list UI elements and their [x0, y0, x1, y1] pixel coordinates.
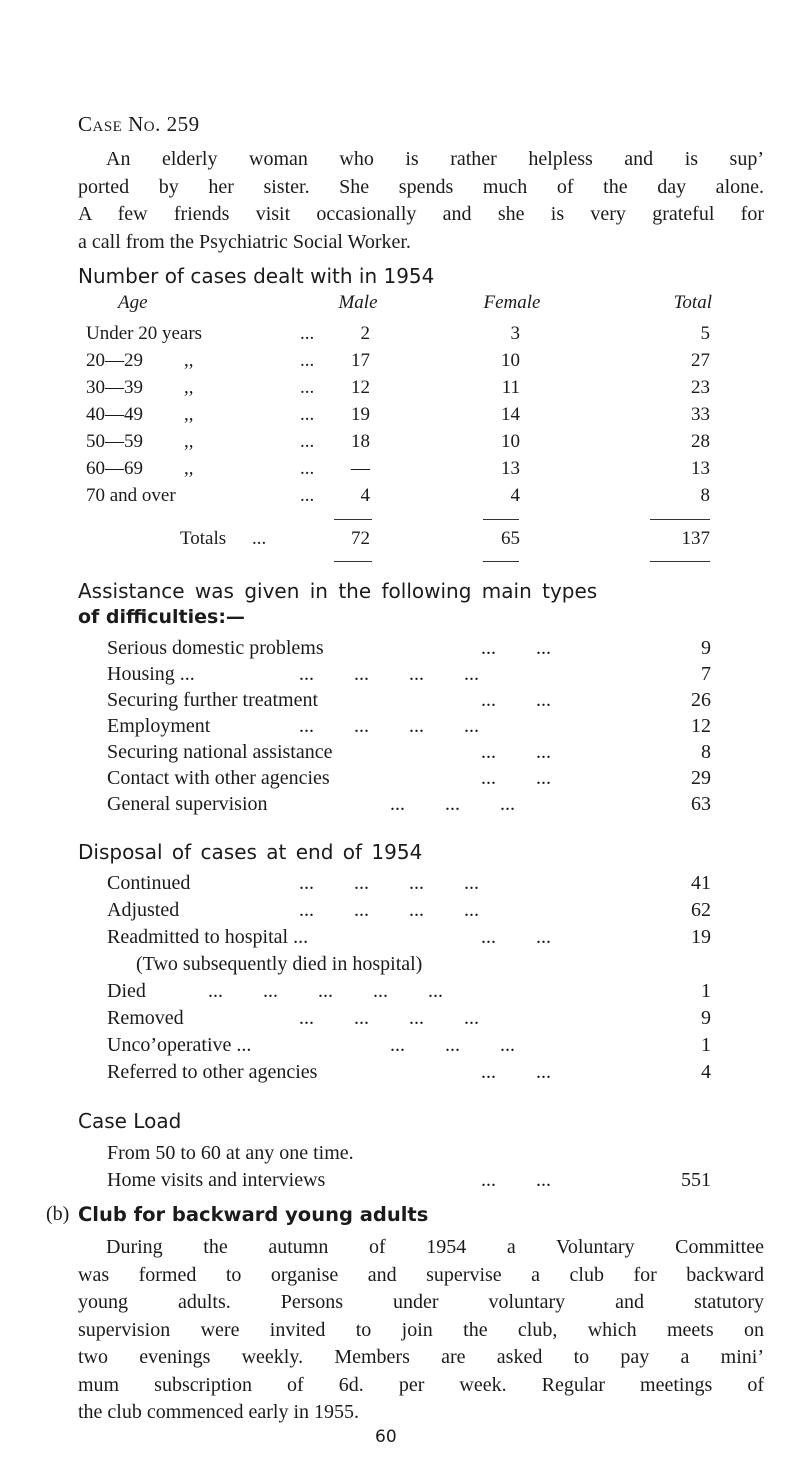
row-male: 18 [351, 431, 370, 452]
row-female: 14 [501, 404, 520, 425]
leader-dots: ... ... [481, 1169, 551, 1191]
disposal-item-label: Readmitted to hospital ... [107, 926, 309, 948]
club-line: two evenings weekly. Members are asked to pay a mini’ [78, 1346, 764, 1368]
row-ditto: ,, [184, 377, 194, 398]
case-load-heading: Case Load [78, 1109, 182, 1133]
case-load-range: From 50 to 60 at any one time. [107, 1142, 354, 1164]
totals-male: 72 [351, 528, 370, 549]
intro-paragraph [78, 146, 764, 256]
leader-dots: ... ... [481, 689, 551, 711]
leader-dots: ... ... [481, 741, 551, 763]
assistance-item-value: 26 [691, 689, 711, 711]
assistance-item-label: Securing further treatment [107, 689, 319, 711]
section-marker: (b) [46, 1203, 70, 1225]
row-female: 11 [501, 377, 520, 398]
assistance-item-label: General supervision [107, 793, 268, 815]
totals-female: 65 [501, 528, 520, 549]
row-leader-dots: ... [300, 404, 315, 425]
leader-dots: ... ... ... ... [299, 663, 479, 685]
disposal-item-value: 1 [701, 1034, 711, 1056]
totals-label: Totals [180, 528, 227, 549]
row-female: 4 [510, 485, 520, 506]
row-age: 70 and over [86, 485, 176, 506]
row-total: 28 [691, 431, 710, 452]
disposal-item-value: 1 [701, 980, 711, 1002]
assistance-item-value: 63 [691, 793, 711, 815]
row-age: 20—29 [86, 350, 143, 371]
row-leader-dots: ... [300, 350, 315, 371]
row-leader-dots: ... [300, 377, 315, 398]
disposal-item-label: Referred to other agencies [107, 1061, 318, 1083]
row-female: 3 [510, 323, 520, 344]
disposal-item-value: 62 [691, 899, 711, 921]
column-header-total: Total [673, 292, 712, 313]
assistance-item-label: Contact with other agencies [107, 767, 330, 789]
row-male: 19 [351, 404, 370, 425]
disposal-item-label: Continued [107, 872, 191, 894]
column-header-female: Female [483, 292, 541, 313]
club-line: supervision were invited to join the club, which meets on [78, 1318, 764, 1341]
row-total: 8 [700, 485, 710, 506]
disposal-item-value: 4 [701, 1061, 711, 1083]
row-age: 50—59 [86, 431, 143, 452]
total-rule-male [334, 561, 372, 562]
assistance-item-label: Employment [107, 715, 211, 737]
row-female: 10 [501, 350, 520, 371]
intro-line: a call from the Psychiatric Social Worker. [78, 230, 411, 253]
disposal-note: (Two subsequently died in hospital) [136, 953, 423, 975]
column-header-age: Age [118, 292, 148, 313]
row-total: 33 [691, 404, 710, 425]
page-number: 60 [375, 1427, 397, 1447]
row-male: 2 [360, 323, 370, 344]
row-leader-dots: ... [300, 458, 315, 479]
intro-line: An elderly woman who is rather helpless and is sup’ [106, 148, 764, 170]
disposal-item-value: 9 [701, 1007, 711, 1029]
leader-dots: ... ... ... [390, 1034, 515, 1056]
disposal-item-label: Adjusted [107, 899, 180, 921]
leader-dots: ... ... ... ... [299, 899, 479, 921]
intro-line: ported by her sister. She spends much of the day alone. [78, 175, 764, 198]
total-rule-female [483, 561, 519, 562]
assistance-item-label: Serious domestic problems [107, 637, 324, 659]
club-line: During the autumn of 1954 a Voluntary Committee [106, 1236, 764, 1258]
assistance-heading: Assistance was given in the following main types [78, 579, 598, 603]
leader-dots: ... ... ... ... [299, 872, 479, 894]
column-header-male: Male [338, 292, 378, 313]
leader-dots: ... ... ... ... ... [208, 980, 443, 1002]
row-total: 27 [691, 350, 710, 371]
assistance-item-label: Securing national assistance [107, 741, 333, 763]
disposal-item-label: Died [107, 980, 146, 1002]
row-age: 60—69 [86, 458, 143, 479]
disposal-heading: Disposal of cases at end of 1954 [78, 840, 423, 864]
home-visits-value: 551 [681, 1169, 711, 1191]
leader-dots: ... ... [481, 1061, 551, 1083]
disposal-item-value: 19 [691, 926, 711, 948]
assistance-item-value: 9 [701, 637, 711, 659]
totals-leader-dots: ... [252, 528, 267, 549]
assistance-item-label: Housing ... [107, 663, 195, 685]
row-male: 12 [351, 377, 370, 398]
row-leader-dots: ... [300, 431, 315, 452]
leader-dots: ... ... [481, 767, 551, 789]
home-visits-label: Home visits and interviews [107, 1169, 326, 1191]
assistance-item-value: 12 [691, 715, 711, 737]
totals-total: 137 [681, 528, 710, 549]
row-male: 17 [351, 350, 370, 371]
intro-line: A few friends visit occasionally and she is very grateful for [78, 203, 764, 225]
row-ditto: ,, [184, 431, 194, 452]
row-age: 40—49 [86, 404, 143, 425]
row-male: — [351, 458, 370, 479]
assistance-subheading: of difficulties:— [78, 606, 245, 628]
disposal-item-label: Unco’operative ... [107, 1034, 252, 1056]
row-total: 13 [691, 458, 710, 479]
row-age: Under 20 years [86, 323, 203, 344]
row-age: 30—39 [86, 377, 143, 398]
leader-dots: ... ... ... ... [299, 1007, 479, 1029]
disposal-item-label: Removed [107, 1007, 184, 1029]
club-line: mum subscription of 6d. per week. Regular meetings of [78, 1373, 764, 1396]
club-line: the club commenced early in 1955. [78, 1401, 360, 1423]
row-leader-dots: ... [300, 485, 315, 506]
cases-table-heading: Number of cases dealt with in 1954 [78, 264, 435, 288]
club-line: young adults. Persons under voluntary and statutory [78, 1291, 764, 1313]
row-female: 13 [501, 458, 520, 479]
subtotal-rule-female [483, 519, 519, 520]
assistance-item-value: 8 [701, 741, 711, 763]
row-ditto: ,, [184, 350, 194, 371]
row-female: 10 [501, 431, 520, 452]
row-ditto: ,, [184, 404, 194, 425]
row-male: 4 [360, 485, 370, 506]
club-paragraph [78, 1234, 764, 1427]
club-heading: Club for backward young adults [78, 1203, 429, 1226]
row-leader-dots: ... [300, 323, 315, 344]
assistance-item-value: 29 [691, 767, 711, 789]
leader-dots: ... ... ... ... [299, 715, 479, 737]
row-ditto: ,, [184, 458, 194, 479]
subtotal-rule-total [650, 519, 710, 520]
total-rule-total [650, 561, 710, 562]
leader-dots: ... ... ... [390, 793, 515, 815]
leader-dots: ... ... [481, 637, 551, 659]
club-line: was formed to organise and supervise a club for backward [78, 1263, 764, 1286]
case-heading: Case No. 259 [78, 112, 200, 136]
leader-dots: ... ... [481, 926, 551, 948]
disposal-item-value: 41 [691, 872, 711, 894]
assistance-item-value: 7 [701, 663, 711, 685]
subtotal-rule-male [334, 519, 372, 520]
row-total: 5 [700, 323, 710, 344]
row-total: 23 [691, 377, 710, 398]
